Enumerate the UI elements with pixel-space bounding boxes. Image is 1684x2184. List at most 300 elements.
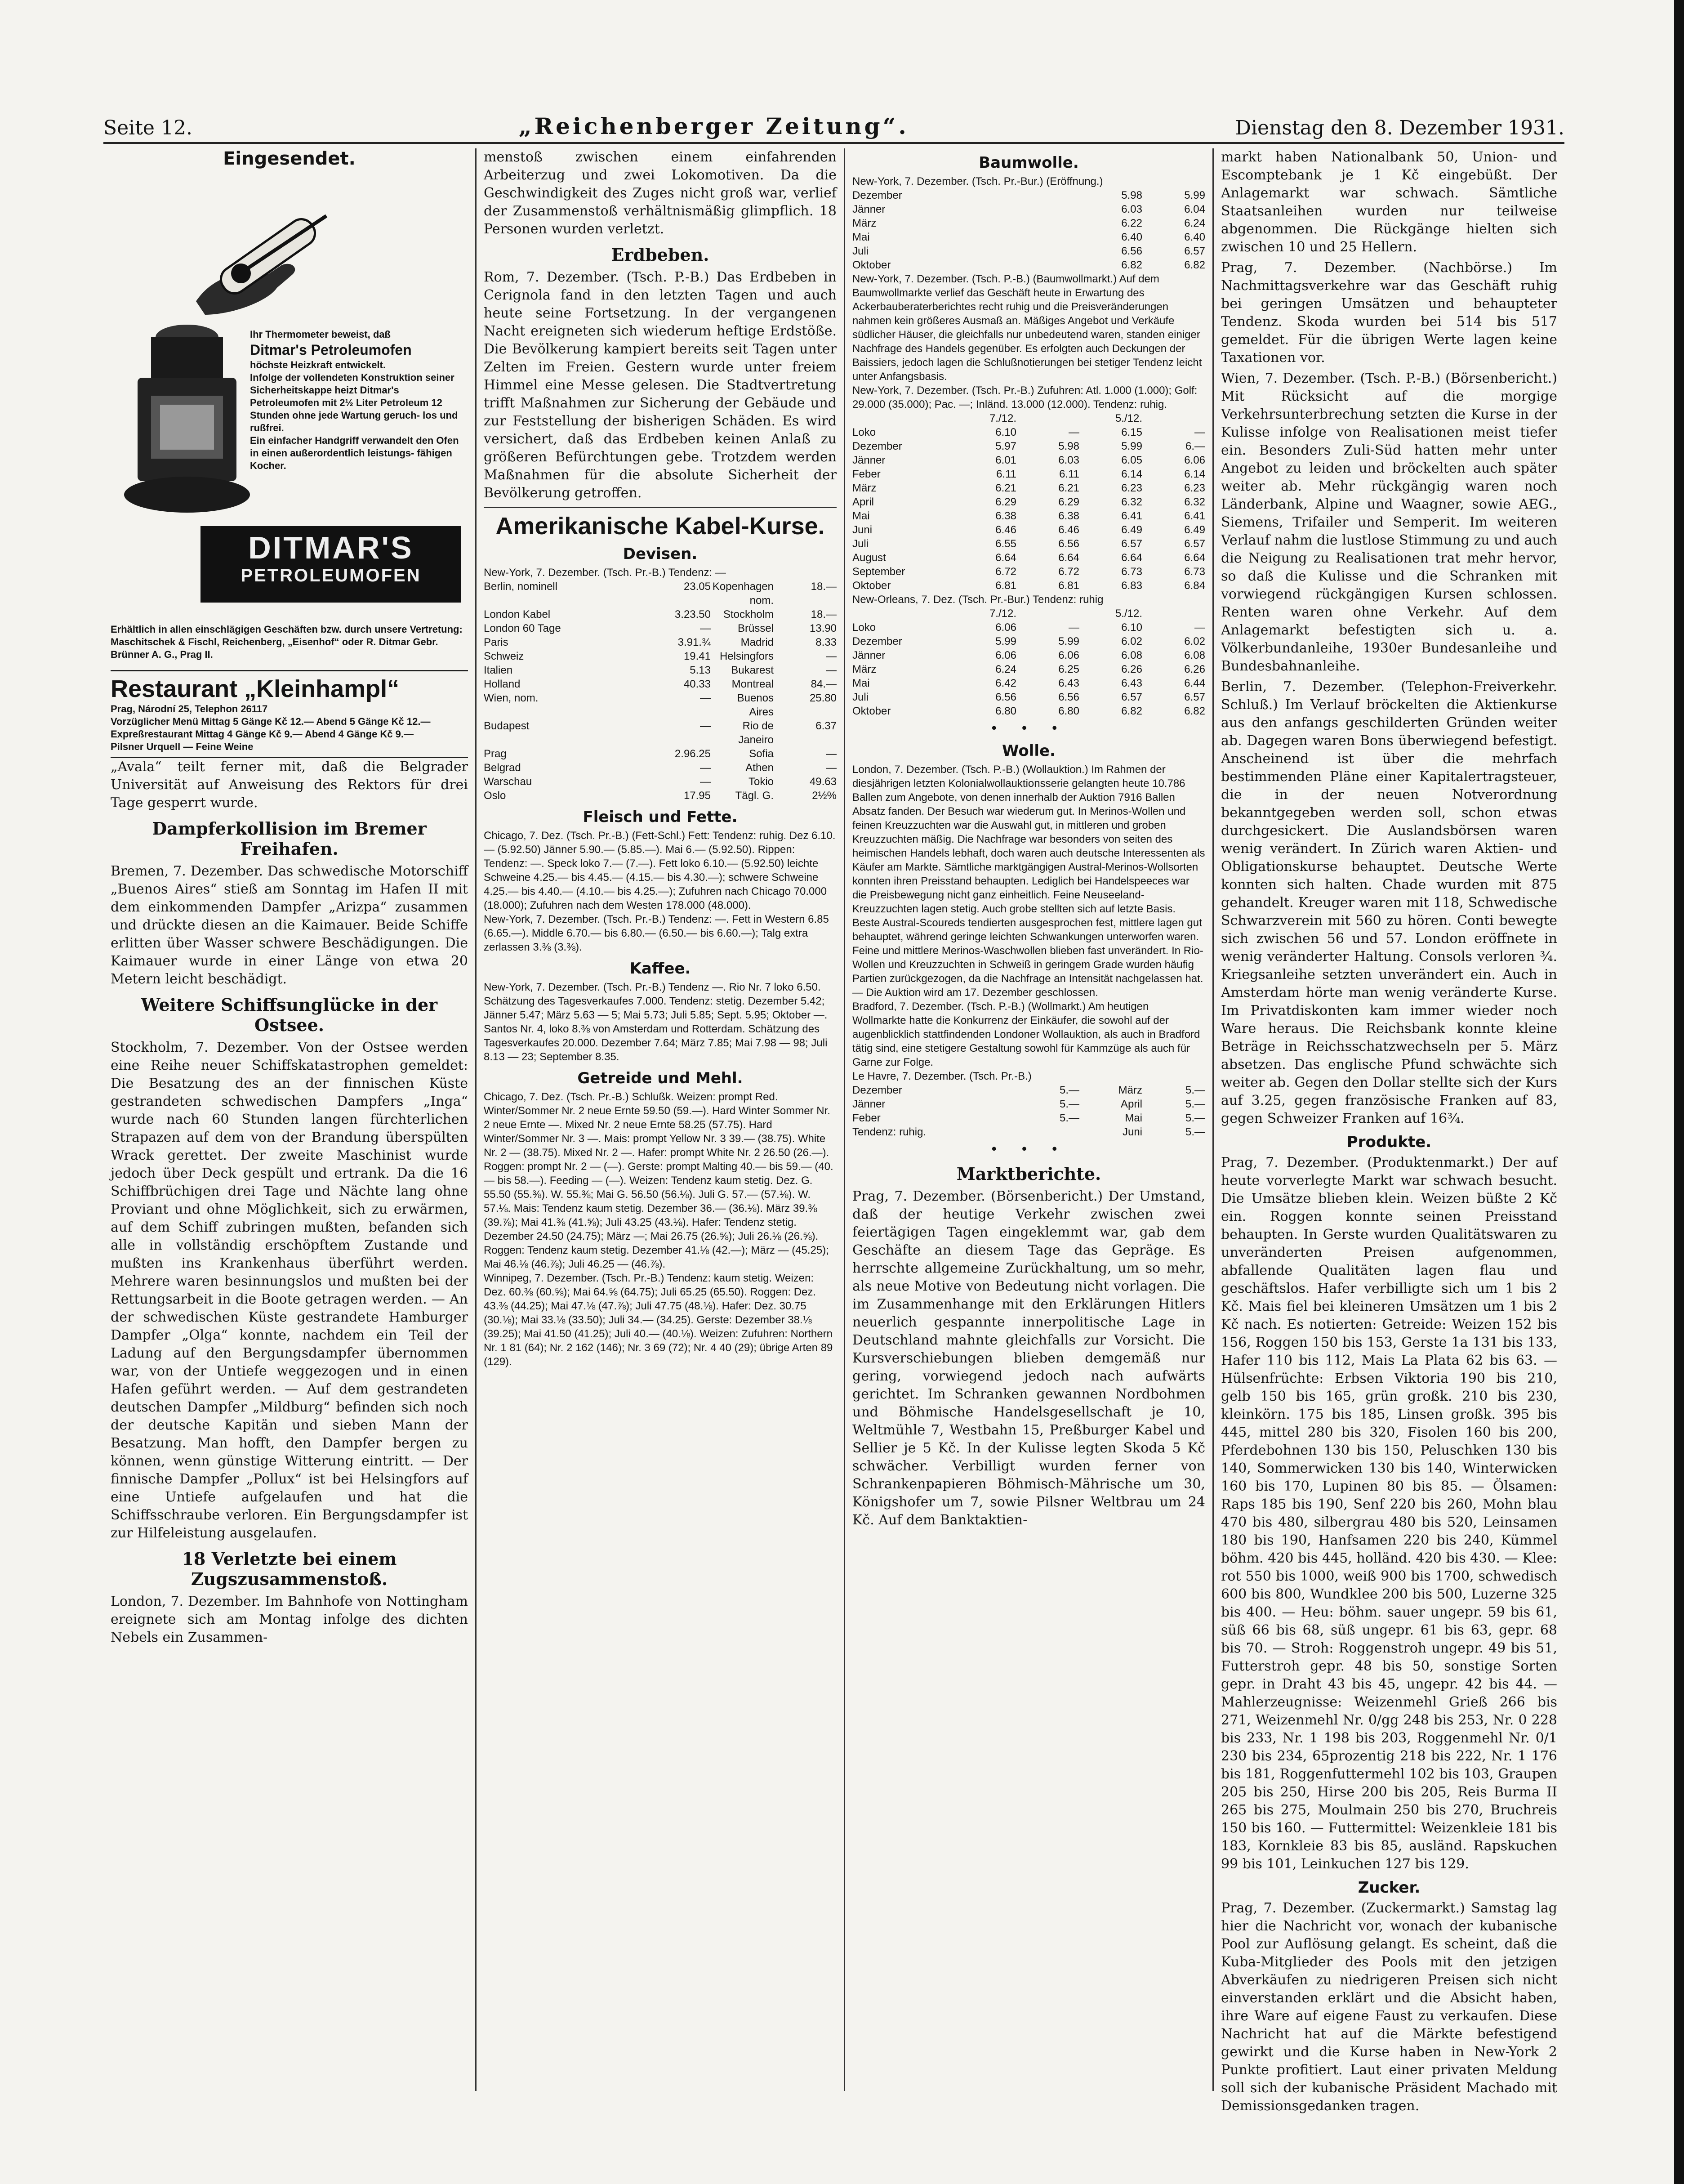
section-heading: Amerikanische Kabel-Kurse. — [495, 513, 825, 540]
devisen-header: New-York, 7. Dezember. (Tsch. Pr.-B.) Tendenz: — — [484, 567, 726, 579]
article-text: Rom, 7. Dezember. (Tsch. P.-B.) Das Erdbeben in Cerignola fand in den letzten Tagen und auch heute seine Fortsetzung. In der vergangenen Nacht ereigneten sich wiederum heftige Erdstöße. Die Bevölkerung kampiert bereits seit Tagen unter Zelten im Freien. Gestern wurde unter freiem Himmel eine Messe gelesen. Die Stadtvertretung trifft Maßnahmen zur Sicherung der Gebäude und zur Feststellung der bisherigen Schäden. Es wird versichert, daß das Erdbeben keinen Anlaß zu größeren Befürchtungen gebe. Trotzdem werden Maßnahmen für die absolute Sicherheit der Bevölkerung getroffen. — [484, 269, 837, 501]
table-row — [852, 551, 1205, 565]
article-text: Wien, 7. Dezember. (Tsch. P.-B.) (Börsenbericht.) Mit Rücksicht auf die morgige Verkehrsunterbrechung setzten die Kurse in der Kulisse infolge von Realisationen meist tiefer ein. Besonders Zuli-Süd hatten mehr unter Angebot zu leiden und bröckelten auch später weiter ab. Mehr rückgängig waren noch Länderbank, Alpine und Waagner, sowie AEG., Siemens, Trifailer und Semperit. Im weiteren Verlauf nahm die lustlose Stimmung zu und auch die Neigung zu Realisationen trat mehr hervor, so daß die Kulisse und die Schranken mit vorwiegend rückgängigen Kursen schlossen. Renten waren ohne Verkehr. Auf dem Anlagemarkt befestigten sich u. a. Völkerbundanleihe, 1930er Bundesanleihe und Bundesbahnanleihe. — [1221, 371, 1557, 674]
table-row — [852, 690, 1205, 704]
table-cell: 6.41 — [1184, 510, 1205, 522]
market-report: New-York, 7. Dezember. (Tsch. Pr.-B.) Tendenz: —. Fett in Western 6.85 (6.65.—). Middle 6.70.— bis 6.80.— (6.50.— bis 6.60.—); Talg extra zerlassen 3.⅜ (3.⅜). — [484, 913, 829, 953]
ad-banner-brand: DITMAR'S — [248, 530, 414, 565]
table-row — [852, 411, 1205, 425]
table-cell: 6.56 — [1058, 691, 1079, 703]
table-row — [852, 565, 1205, 579]
table-cell: London 60 Tage — [484, 622, 561, 634]
table-row — [852, 537, 1205, 551]
table-cell: 6.03 — [1058, 454, 1079, 466]
table-cell: — — [1069, 621, 1079, 634]
market-report: Winnipeg, 7. Dezember. (Tsch. Pr.-B.) Tendenz: kaum stetig. Weizen: Dez. 60.⅜ (60.⅝); Mai 64.⅝ (64.75); Juli 65.25 (65.50). Roggen: Dez. 43.⅜ (44.25); Mai 47.⅛ (47.⅞); Juli 47.75 (48.⅛). Hafer: Dez. 30.75 (30.⅛); Mai 33.⅛ (33.50); Juli 34.— (34.25). Gerste: Dezember 38.⅛ (39.25); Mai 41.50 (41.25); Juli 40.— (40.⅛). Weizen: Zufuhren: Northern Nr. 1 81 (64); Nr. 2 162 (146); Nr. 3 69 (72); Nr. 4 40 (29); übrige Arten 89 (129). — [484, 1272, 833, 1368]
restaurant-advertisement — [111, 670, 468, 758]
restaurant-line: Expreßrestaurant Mittag 4 Gänge Kč 9.— Abend 4 Gänge Kč 9.— — [111, 728, 414, 740]
table-cell: März — [1118, 1084, 1142, 1096]
table-cell: 6.06 — [995, 649, 1016, 661]
table-row — [852, 704, 1205, 718]
article-heading: Marktberichte. — [956, 1164, 1101, 1184]
table-cell: 7./12. — [989, 412, 1016, 424]
article-text: menstoß zwischen einem einfahrenden Arbeiterzug und zwei Lokomotiven. Da die Geschwindigkeit des Zuges nicht groß war, verlief der Zusammenstoß verhältnismäßig glimpflich. 18 Personen wurden verletzt. — [484, 149, 837, 237]
table-cell: 6.72 — [995, 566, 1016, 578]
market-report: Chicago, 7. Dez. (Tsch. Pr.-B.) (Fett-Schl.) Fett: Tendenz: ruhig. Dez 6.10.— (5.92.50) Jänner 5.90.— (5.85.—). Mai 6.— (5.92.50). Rippen: Tendenz: —. Speck loko 7.— (7.—). Fett loko 6.10.— (5.92.50) leichte Schweine 4.25.— bis 4.45.— (4.15.— bis 4.30.—); schwere Schweine 4.25.— bis 4.40.— (4.10.— bis 4.25.—); Zufuhren nach Chicago 70.000 (18.000); Zufuhren nach dem Westen 178.000 (48.000). — [484, 830, 836, 911]
table-cell: 2.96.25 — [674, 748, 711, 760]
table-cell: 18.— — [811, 581, 837, 593]
table-cell: 5.— — [1185, 1098, 1205, 1110]
table-cell: Schweiz — [484, 650, 524, 662]
table-cell: 23.05 — [683, 581, 711, 593]
table-cell: Juli — [852, 538, 869, 550]
table-cell: Juli — [852, 245, 869, 257]
table-row — [484, 649, 837, 663]
stove-illustration — [120, 319, 254, 526]
table-cell: 5.— — [1059, 1084, 1079, 1096]
table-cell: 13.90 — [809, 622, 837, 634]
table-cell: 5.99 — [995, 635, 1016, 648]
table-cell: 6.32 — [1184, 496, 1205, 508]
table-cell: Madrid — [740, 636, 774, 648]
table-cell: August — [852, 552, 886, 564]
table-cell: 6.81 — [1058, 580, 1079, 592]
table-cell: Wien, nom. — [484, 692, 539, 704]
table-cell: September — [852, 566, 905, 578]
cotton-new-orleans-table — [852, 607, 1205, 718]
table-cell: Dezember — [852, 440, 902, 452]
table-cell: 6.24 — [995, 663, 1016, 675]
table-cell: 6.57 — [1184, 691, 1205, 703]
table-cell: Rio de Janeiro — [738, 720, 774, 746]
table-cell: April — [852, 496, 874, 508]
table-cell: London Kabel — [484, 608, 551, 621]
table-cell: Prag — [484, 748, 507, 760]
table-cell: 6.24 — [1184, 217, 1205, 229]
table-cell: 5.97 — [995, 440, 1016, 452]
table-cell: Jänner — [852, 454, 886, 466]
table-cell: 6.06 — [1184, 454, 1205, 466]
table-cell: 6.01 — [995, 454, 1016, 466]
table-cell: 6.21 — [1058, 482, 1079, 494]
table-cell: Oktober — [852, 259, 891, 271]
table-cell: 6.25 — [1058, 663, 1079, 675]
table-cell: Mai — [852, 231, 870, 243]
table-cell: 84.— — [811, 678, 837, 690]
table-cell: Kopenhagen nom. — [712, 581, 774, 607]
table-row — [852, 634, 1205, 648]
masthead-rule — [103, 142, 1564, 144]
restaurant-address: Prag, Národní 25, Telephon 26117 — [111, 703, 268, 715]
market-report-header: New-York, 7. Dezember. (Tsch. Pr.-Bur.) (Eröffnung.) — [852, 175, 1103, 188]
table-row — [852, 523, 1205, 537]
restaurant-name: Restaurant „Kleinhampl“ — [111, 675, 400, 702]
table-cell: Jänner — [852, 203, 886, 215]
table-cell: 6.55 — [995, 538, 1016, 550]
ad-brand: Ditmar's Petroleumofen — [250, 342, 412, 358]
table-cell — [1016, 1125, 1079, 1139]
table-cell — [1016, 411, 1079, 425]
table-cell: Sofia — [749, 748, 774, 760]
table-cell: — — [700, 762, 711, 774]
table-cell: — — [1194, 426, 1205, 438]
table-cell: 6.82 — [1184, 705, 1205, 717]
ad-line: höchste Heizkraft entwickelt. — [250, 359, 386, 371]
table-row — [484, 663, 837, 677]
newspaper-page — [103, 99, 1564, 2114]
table-cell: 6.26 — [1121, 663, 1142, 675]
page-edge — [1674, 0, 1684, 2184]
table-row — [852, 439, 1205, 453]
table-cell: 6.46 — [995, 524, 1016, 536]
table-row — [852, 481, 1205, 495]
table-row — [484, 635, 837, 649]
cotton-close-table — [852, 411, 1205, 593]
market-report-header: New-Orleans, 7. Dez. (Tsch. Pr.-Bur.) Tendenz: ruhig — [852, 594, 1104, 606]
table-cell: 5.98 — [1121, 189, 1142, 201]
table-row — [852, 467, 1205, 481]
newspaper-title: „Reichenberger Zeitung“. — [518, 113, 909, 139]
table-cell: 5.99 — [1184, 189, 1205, 201]
article-text: „Avala“ teilt ferner mit, daß die Belgrader Universität auf Anweisung des Rektors für drei Tage gesperrt wurde. — [111, 759, 468, 811]
table-cell: 6.64 — [1121, 552, 1142, 564]
table-cell: 40.33 — [683, 678, 711, 690]
article-text: Bremen, 7. Dezember. Das schwedische Motorschiff „Buenos Aires“ stieß am Sonntag im Hafen II mit dem einkommenden Dampfer „Arizpa“ zusammen und drückte diesen an die Kaimauer. Beide Schiffe erlitten über Wasser schwere Beschädigungen. Die Kaimauer wurde in einer Länge von etwa 20 Metern leicht beschädigt. — [111, 863, 468, 987]
table-cell: März — [852, 663, 877, 675]
table-cell: 17.95 — [683, 790, 711, 802]
table-cell: 6.11 — [996, 468, 1016, 480]
ad-footer: Erhältlich in allen einschlägigen Geschäften bzw. durch unsere Vertretung: Maschitschek & Fischl, Reichenberg, „Eisenhof“ oder R. Ditmar Gebr. Brünner A. G., Prag II. — [111, 624, 463, 660]
table-cell: 6.29 — [995, 496, 1016, 508]
table-cell: 6.15 — [1121, 426, 1142, 438]
table-row — [852, 216, 1205, 230]
table-cell — [852, 411, 953, 425]
table-cell: Juli — [852, 691, 869, 703]
table-cell: 3.23.50 — [674, 608, 711, 621]
article-text: Berlin, 7. Dezember. (Telephon-Freiverkehr. Schluß.) Im Verlauf bröckelten die Aktienkurse aus den anfangs geschilderten Gründen weiter ab. Dagegen waren Bons überwiegend befestigt. Anscheinend ist über die mehrfach bestimmenden Pläne einer Kapitalertragsteuer, die in der neuen Notverordnung bekanntgegeben werden soll, schon etwas durchgesickert. Die Auslandsbörsen waren wenig verändert. In Zürich waren Aktien- und Obligationskurse behauptet. Deutsche Werte konnten sich halten. Chade wurden mit 875 gehandelt. Kreuger waren mit 118, Schwedische Schwarzverein mit 560 zu hören. Conti bewegte sich zwischen 56 und 57. London eröffnete in wenig veränderter Haltung. Consols verloren ¾. Kriegsanleihe setzten unverändert ein. Auch in Amsterdam hörte man wenig veränderte Kurse. Im Privatdiskonten kam immer wieder noch Ware heraus. Die Reichsbank konnte kleine Beträge in Reichsschatzwechseln per 5. März absetzen. Das englische Pfund schwächte sich weiter ab. Gegen den Dollar stellte sich der Kurs auf 3.25, gegen französische Franken auf 83, gegen Schweizer Franken auf 16¾. — [1221, 679, 1557, 1126]
table-cell: Tokio — [748, 776, 774, 788]
market-report: Bradford, 7. Dezember. (Tsch. P.-B.) (Wollmarkt.) Am heutigen Wollmarkte hatte die Konkurrenz der Einkäufer, die sowohl auf der augenblicklich stattfindenden Londoner Wollauktion, als auch in Bradford tätig sind, eine stetigere Gestaltung sowohl für Kammzüge als auch für Garne zur Folge. — [852, 1000, 1200, 1068]
table-cell — [1016, 607, 1079, 621]
subsection-heading: Fleisch und Fette. — [583, 808, 738, 826]
table-row — [852, 495, 1205, 509]
table-row — [852, 579, 1205, 593]
market-report-header: Le Havre, 7. Dezember. (Tsch. Pr.-B.) — [852, 1070, 1032, 1082]
table-cell: Feber — [852, 1112, 881, 1124]
restaurant-line: Vorzüglicher Menü Mittag 5 Gänge Kč 12.— Abend 5 Gänge Kč 12.— — [111, 716, 431, 727]
havre-table — [852, 1083, 1205, 1139]
cotton-opening-table — [852, 188, 1205, 272]
table-cell: 6.22 — [1121, 217, 1142, 229]
table-row — [852, 648, 1205, 662]
table-cell: 6.64 — [1184, 552, 1205, 564]
table-cell: 6.64 — [1058, 552, 1079, 564]
table-cell: Juni — [1122, 1126, 1142, 1138]
table-cell: Loko — [852, 621, 876, 634]
table-cell: Stockholm — [723, 608, 774, 621]
table-cell: 6.02 — [1184, 635, 1205, 648]
table-cell: 6.73 — [1184, 566, 1205, 578]
table-cell: 6.04 — [1184, 203, 1205, 215]
table-cell: 6.11 — [1059, 468, 1079, 480]
issue-date: Dienstag den 8. Dezember 1931. — [1235, 116, 1564, 139]
table-cell: 6.81 — [995, 580, 1016, 592]
table-cell: 6.57 — [1184, 538, 1205, 550]
table-cell: 6.41 — [1121, 510, 1142, 522]
table-cell: 6.38 — [1058, 510, 1079, 522]
table-row — [852, 607, 1205, 621]
table-cell: Holland — [484, 678, 521, 690]
table-cell: Jänner — [852, 1098, 886, 1110]
table-cell: 6.80 — [995, 705, 1016, 717]
table-cell — [1142, 607, 1205, 621]
table-cell: 6.49 — [1184, 524, 1205, 536]
table-cell: 6.26 — [1184, 663, 1205, 675]
table-cell: 2½% — [812, 790, 837, 802]
table-cell: Warschau — [484, 776, 532, 788]
ad-thermo-text: Ihr Thermometer beweist, daß — [250, 329, 391, 340]
subsection-heading: Getreide und Mehl. — [577, 1069, 743, 1087]
article-text: Prag, 7. Dezember. (Börsenbericht.) Der Umstand, daß der heutige Verkehr zwischen zwei feiertägigen Tagen eingeklemmt war, gab dem Geschäfte an diesem Tage das Gepräge. Es herrschte allgemeine Zurückhaltung, um so mehr, als neue Motive von Bedeutung nicht vorlagen. Die im Zusammenhange mit den Erklärungen Hitlers neuerlich gespannte innerpolitische Lage in Deutschland mahnte gleichfalls zur Vorsicht. Die Kursverschiebungen blieben demgemäß nur gering, vorwiegend jedoch nach aufwärts gerichtet. Im Schranken gewannen Nordbohmen und Böhmische Handelsgesellschaft je 10, Weltmühle 7, Westbahn 15, Preßburger Kabel und Sellier je 5 Kč. In der Kulisse legten Skoda 5 Kč schwächer. Verbilligt wurden ferner von Schrankenpapieren Böhmisch-Mährische um 30, Königshofer um 7, sowie Pilsner Weltbrau um 24 Kč. Auf dem Banktaktien- — [852, 1188, 1205, 1528]
article-heading: Dampferkollision im Bremer Freihafen. — [152, 818, 427, 859]
table-row — [484, 580, 837, 607]
table-cell: — — [826, 762, 837, 774]
table-cell: 6.08 — [1184, 649, 1205, 661]
table-cell: 5.— — [1059, 1112, 1079, 1124]
table-cell: 6.02 — [1121, 635, 1142, 648]
table-cell: — — [700, 692, 711, 704]
table-cell: — — [1069, 426, 1079, 438]
thermometer-hand-illustration — [178, 184, 394, 319]
article-heading: 18 Verletzte bei einem Zugszusammenstoß. — [182, 1549, 397, 1589]
column-2 — [477, 148, 845, 2091]
article-text: markt haben Nationalbank 50, Union- und Escomptebank je 1 Kč eingebüßt. Der Anlagemarkt war schwach. Sämtliche Staatsanleihen wurden nur teilweise abgenommen. Die Rückgänge hielten sich zwischen 10 und 25 Hellern. — [1221, 149, 1557, 255]
table-cell: 18.— — [811, 608, 837, 621]
table-cell: 6.56 — [1058, 538, 1079, 550]
table-cell: Tendenz: ruhig. — [852, 1126, 927, 1138]
table-cell: 6.32 — [1121, 496, 1142, 508]
table-cell: 6.82 — [1184, 259, 1205, 271]
table-cell: 6.43 — [1121, 677, 1142, 689]
table-cell: 6.14 — [1184, 468, 1205, 480]
table-cell: 6.38 — [995, 510, 1016, 522]
section-rule — [484, 507, 837, 508]
subsection-heading: Devisen. — [623, 545, 698, 563]
ditmar-advertisement — [111, 148, 468, 660]
table-cell: Loko — [852, 426, 876, 438]
article-text: London, 7. Dezember. Im Bahnhofe von Nottingham ereignete sich am Montag infolge des dichten Nebels ein Zusammen- — [111, 1594, 468, 1645]
table-row — [852, 258, 1205, 272]
section-separator: • • • — [990, 1142, 1068, 1157]
table-cell: 49.63 — [809, 776, 837, 788]
table-cell: — — [700, 720, 711, 732]
table-cell: 5.99 — [1121, 440, 1142, 452]
market-report: Chicago, 7. Dez. (Tsch. Pr.-B.) Schlußk. Weizen: prompt Red. Winter/Sommer Nr. 2 neue Ernte 59.50 (59.—). Hard Winter Sommer Nr. 2 neue Ernte —. Mixed Nr. 2 neue Ernte 58.25 (57.75). Hard Winter/Sommer Nr. 3 —. Mais: prompt Yellow Nr. 3 39.— (38.75). White Nr. 2 — (38.75). Mixed Nr. 2 —. Hafer: prompt White Nr. 2 26.50 (26.—). Roggen: prompt Nr. 2 — (—). Gerste: prompt Malting 40.— bis 59.— (40.— bis 58.—). Feeding — (—). Weizen: Tendenz kaum stetig. Dez. G. 55.50 (55.⅜). W. 55.⅜; Mai G. 56.50 (56.⅛). Juli G. 57.— (57.⅛). W. 57.⅛. Mais: Tendenz kaum stetig. Dezember 36.— (36.⅛). März 39.⅜ (39.⅞); Mai 41.⅜ (41.⅝); Juli 43.25 (43.⅛). Hafer: Tendenz stetig. Dezember 24.50 (24.75); März —; Mai 26.75 (26.⅝); Juli 26.⅛ (26.⅝). Roggen: Tendenz kaum stetig. Dezember 41.⅛ (42.—); März — (45.25); Mai 46.⅛ (46.⅞); Juli 46.25 — (46.⅞). — [484, 1091, 833, 1270]
table-cell: Athen — [745, 762, 774, 774]
table-cell: Brüssel — [737, 622, 774, 634]
article-heading: Weitere Schiffsunglücke in der Ostsee. — [141, 995, 438, 1035]
table-row — [852, 425, 1205, 439]
table-cell: Oktober — [852, 580, 891, 592]
table-cell: März — [852, 217, 877, 229]
table-cell: — — [1194, 621, 1205, 634]
market-report: London, 7. Dezember. (Tsch. P.-B.) (Wollauktion.) Im Rahmen der diesjährigen letzten Kolonialwollauktionsserie gelangten heute 10.786 Ballen zum Angebote, von denen innerhalb der Auktion 7916 Ballen Absatz fanden. Der Besuch war wiederum gut. In Merinos-Wollen und feinen Kreuzzuchten war die Auswahl gut, in mittleren und groben Kreuzzuchten mäßig. Die Nachfrage war besonders von seiten des heimischen Handels lebhaft, doch waren auch deutsche Interessenten als Käufer am Markte. Sämtliche marktgängigen Austral-Merinos-Wollsorten konnten ihren Preisstand behaupten. Lediglich bei Handelspeeces war die Preisbewegung nicht ganz einheitlich. Feine Neuseeland-Kreuzzuchten lagen stetig. Auch grobe stellten sich auf letzte Basis. Beste Austral-Scoureds tendierten ausgesprochen fest, mittlere lagen gut behauptet, während geringe leichten Schwankungen unterworfen waren. Feine und mittlere Merinos-Waschwollen blieben fast unverändert. In Rio-Wollen und Kreuzzuchten in Schweiß in geringem Grade wurden häufig Partien zurückgezogen, da die Nachfrage an Intensität nachgelassen hat. — Die Auktion wird am 17. Dezember geschlossen. — [852, 764, 1205, 999]
table-cell: Feber — [852, 468, 881, 480]
ad-banner — [200, 526, 461, 603]
table-cell: 6.23 — [1184, 482, 1205, 494]
masthead — [103, 99, 1564, 139]
table-row — [484, 761, 837, 775]
table-cell: Montreal — [731, 678, 774, 690]
table-cell: Jänner — [852, 649, 886, 661]
table-cell: 6.40 — [1121, 231, 1142, 243]
columns — [103, 148, 1564, 2114]
table-row — [852, 202, 1205, 216]
table-cell: 6.73 — [1121, 566, 1142, 578]
market-report: New-York, 7. Dezember. (Tsch. Pr.-B.) Tendenz —. Rio Nr. 7 loko 6.50. Schätzung des Tagesverkaufes 7.000. Tendenz: stetig. Dezember 5.42; Jänner 5.47; März 5.63 — 5; Mai 5.73; Juli 5.85; Sept. 5.95; Oktober —. Santos Nr. 4, loko 8.⅜ von Amsterdam und Rotterdam. Schätzung des Tagesverkaufes 20.000. Dezember 7.64; März 7.85; Mai 7.98 — 98; Juli 8.13 — 23; September 8.35. — [484, 981, 828, 1063]
table-cell: Oktober — [852, 705, 891, 717]
table-cell: Buenos Aires — [737, 692, 774, 718]
table-cell: 5.98 — [1058, 440, 1079, 452]
table-cell: Juni — [852, 524, 873, 536]
subsection-heading: Zucker. — [1358, 1879, 1421, 1897]
devisen-table — [484, 580, 837, 803]
table-cell: 6.06 — [995, 621, 1016, 634]
table-cell — [1142, 411, 1205, 425]
table-row — [484, 691, 837, 719]
table-cell: 6.06 — [1058, 649, 1079, 661]
table-cell: 5.— — [1185, 1112, 1205, 1124]
table-cell: 6.05 — [1121, 454, 1142, 466]
table-cell: Paris — [484, 636, 508, 648]
table-cell: 6.82 — [1121, 705, 1142, 717]
table-cell: — — [700, 776, 711, 788]
column-3 — [845, 148, 1214, 2091]
table-cell: 6.03 — [1121, 203, 1142, 215]
table-cell: 6.72 — [1058, 566, 1079, 578]
table-cell — [852, 607, 953, 621]
table-cell: 6.57 — [1121, 538, 1142, 550]
table-row — [852, 1097, 1205, 1111]
ad-heading: Eingesendet. — [223, 148, 356, 169]
table-row — [484, 747, 837, 761]
table-cell: 6.23 — [1121, 482, 1142, 494]
table-cell: 6.57 — [1184, 245, 1205, 257]
table-cell: April — [1120, 1098, 1142, 1110]
article-text: Stockholm, 7. Dezember. Von der Ostsee werden eine Reihe neuer Schiffskatastrophen gemeldet: Die Besatzung des an der finnischen Küste gestrandeten schwedischen Dampfers „Inga“ wurde nach 60 Stunden langen fürchterlichen Strapazen auf dem von der Brandung überspülten Wrack gerettet. Der zweite Maschinist wurde jedoch über Deck gespült und ertrank. Da die 16 Schiffbrüchigen drei Tage und Nächte lang ohne Proviant und ohne Möglichkeit, sich zu erwärmen, auf dem Schiff zubringen mußten, befanden sich alle in vollständig erschöpftem Zustande und mußten ins Krankenhaus überführt werden. Mehrere waren besinnungslos und mußten bei der Rettungsarbeit in die Boote getragen werden. — An der schwedischen Küste gestrandete Hamburger Dampfer „Olga“ konnte, nachdem ein Teil der Ladung auf den Bergungsdampfer übernommen war, von der Untiefe weggezogen und in einen Hafen geführt werden. — Auf dem gestrandeten deutschen Dampfer „Mildburg“ befinden sich noch der deutsche Kapitän und sieben Mann der Besatzung. Man hofft, den Dampfer bergen zu können, wenn günstige Witterung eintritt. — Der finnische Dampfer „Pollux“ ist bei Helsingfors auf eine Untiefe aufgelaufen und hat die Schiffsschraube verloren. Ein Bergungsdampfer ist zur Hilfeleistung ausgelaufen. — [111, 1040, 468, 1541]
table-cell: Mai — [852, 677, 870, 689]
table-row — [852, 621, 1205, 634]
table-cell: 6.42 — [995, 677, 1016, 689]
table-cell: 5.— — [1185, 1084, 1205, 1096]
table-cell: 6.83 — [1121, 580, 1142, 592]
table-cell: März — [852, 482, 877, 494]
table-cell: 6.10 — [995, 426, 1016, 438]
ad-banner-product: PETROLEUMOFEN — [241, 566, 421, 585]
article-heading: Erdbeben. — [611, 245, 709, 265]
table-cell: 5./12. — [1115, 412, 1142, 424]
table-cell: — — [826, 650, 837, 662]
table-row — [484, 719, 837, 747]
table-cell: 6.37 — [815, 720, 837, 732]
table-cell: — — [700, 622, 711, 634]
table-cell: Dezember — [852, 1084, 902, 1096]
table-cell: 6.46 — [1058, 524, 1079, 536]
column-1 — [103, 148, 477, 2091]
table-cell: Bukarest — [731, 664, 774, 676]
column-4 — [1214, 148, 1564, 2114]
table-row — [852, 1111, 1205, 1125]
table-cell: Berlin, nominell — [484, 581, 558, 593]
restaurant-line: Pilsner Urquell — Feine Weine — [111, 741, 254, 752]
table-cell: Tägl. G. — [735, 790, 774, 802]
subsection-heading: Wolle. — [1002, 742, 1056, 760]
table-cell: 5./12. — [1115, 607, 1142, 620]
table-cell: 6.44 — [1184, 677, 1205, 689]
table-row — [852, 1125, 1205, 1139]
table-cell: 6.29 — [1058, 496, 1079, 508]
table-row — [852, 244, 1205, 258]
table-row — [852, 676, 1205, 690]
table-row — [484, 775, 837, 789]
table-cell: 25.80 — [809, 692, 837, 704]
table-cell: Helsingfors — [719, 650, 774, 662]
table-cell: 5.— — [1185, 1126, 1205, 1138]
table-cell: 6.— — [1185, 440, 1205, 452]
table-cell: 6.80 — [1058, 705, 1079, 717]
article-text: Prag, 7. Dezember. (Zuckermarkt.) Samstag lag hier die Nachricht vor, wonach der kubanische Pool zur Auflösung gelangt. Es scheint, daß die Kuba-Mitglieder des Pools mit den jetzigen Abverkäufen zu niedrigeren Preisen sich nicht einverstanden erklärt und die Absicht haben, ihre Ware auf eigene Faust zu verkaufen. Diese Nachricht hat auf die Märkte befestigend gewirkt und die Kurse haben in New-York 2 Punkte profitiert. Laut einer privaten Meldung soll sich der kubanische Präsident Machado mit Demissionsgedanken tragen. — [1221, 1900, 1557, 2114]
article-text: Prag, 7. Dezember. (Produktenmarkt.) Der auf heute vorverlegte Markt war schwach besucht. Die Umsätze blieben klein. Weizen büßte 2 Kč ein. Roggen konnte seinen Preisstand behaupten. In Gerste wurden Qualitätswaren zu unveränderten Preisen aufgenommen, abfallende Qualitäten lagen flau und geschäftslos. Hafer verbilligte sich um 1 bis 2 Kč. Mais fiel bei kleineren Umsätzen um 1 bis 2 Kč nach. Es notierten: Getreide: Weizen 152 bis 156, Roggen 150 bis 153, Gerste 1a 131 bis 133, Hafer 110 bis 112, Mais La Plata 62 bis 63. — Hülsenfrüchte: Erbsen Viktoria 190 bis 210, gelb 150 bis 165, grün großk. 210 bis 230, kleinkörn. 175 bis 185, Linsen großk. 395 bis 445, mittel 280 bis 320, Fisolen 160 bis 200, Pferdebohnen 130 bis 150, Peluschken 130 bis 140, Sommerwicken 130 bis 140, Winterwicken 160 bis 170, Lupinen 80 bis 85. — Ölsamen: Raps 185 bis 190, Senf 220 bis 260, Mohn blau 470 bis 480, silbergrau 480 bis 520, Leinsamen 180 bis 190, Hanfsamen 220 bis 240, Kümmel böhm. 420 bis 445, holländ. 420 bis 430. — Klee: rot 550 bis 1000, weiß 900 bis 1700, schwedisch 600 bis 800, Wundklee 200 bis 500, Luzerne 325 bis 400. — Heu: böhm. sauer ungepr. 59 bis 61, süß 66 bis 68, süß ungepr. 61 bis 63, gepr. 68 bis 70. — Stroh: Roggenstroh ungepr. 49 bis 51, Futterstroh gepr. 48 bis 50, sonstige Sorten gepr. in Draht 43 bis 45, ungepr. 42 bis 44. — Mahlerzeugnisse: Weizenmehl Grieß 266 bis 271, Weizenmehl Nr. 0/gg 248 bis 253, Nr. 0 228 bis 233, Nr. 1 198 bis 203, Roggenmehl Nr. 0/1 230 bis 234, 65prozentig 218 bis 222, Nr. 1 176 bis 181, Roggenfuttermehl 102 bis 103, Graupen 205 bis 250, Hirse 200 bis 205, Reis Burma II 265 bis 275, Moulmain 250 bis 270, Bruchreis 150 bis 160. — Futtermittel: Weizenkleie 181 bis 183, Kornkleie 83 bis 85, ausländ. Rapskuchen 99 bis 101, Leinkuchen 127 bis 129. — [1221, 1155, 1557, 1872]
table-cell: 6.21 — [995, 482, 1016, 494]
table-cell: Italien — [484, 664, 513, 676]
table-cell: 6.82 — [1121, 259, 1142, 271]
table-cell: 7./12. — [989, 607, 1016, 620]
table-row — [484, 607, 837, 621]
table-cell: Dezember — [852, 189, 902, 201]
table-cell: Dezember — [852, 635, 902, 648]
table-row — [852, 188, 1205, 202]
ad-copy — [250, 328, 466, 472]
table-cell: 6.49 — [1121, 524, 1142, 536]
table-cell: 5.— — [1059, 1098, 1079, 1110]
table-cell: Belgrad — [484, 762, 521, 774]
subsection-heading: Baumwolle. — [979, 154, 1079, 172]
table-cell: 5.13 — [690, 664, 711, 676]
table-row — [852, 509, 1205, 523]
table-cell: 6.56 — [1121, 245, 1142, 257]
table-cell: Mai — [852, 510, 870, 522]
ad-line: Ein einfacher Handgriff verwandelt den Ofen in einen außerordentlich leistungs- fähigen Kocher. — [250, 435, 459, 471]
table-cell: 8.33 — [815, 636, 837, 648]
table-cell: 6.08 — [1121, 649, 1142, 661]
table-cell: 6.40 — [1184, 231, 1205, 243]
table-cell: 6.10 — [1121, 621, 1142, 634]
ad-line: Infolge der vollendeten Konstruktion seiner Sicherheitskappe heizt Ditmar's Petroleumofen mit 2½ Liter Petroleum 12 Stunden ohne jede Wartung geruch- los und rußfrei. — [250, 372, 458, 433]
table-cell: 6.84 — [1184, 580, 1205, 592]
table-cell: 6.64 — [995, 552, 1016, 564]
table-cell: — — [826, 664, 837, 676]
table-row — [484, 677, 837, 691]
table-row — [484, 621, 837, 635]
article-text: Prag, 7. Dezember. (Nachbörse.) Im Nachmittagsverkehre war das Geschäft ruhig bei geringen Umsätzen und behaupteter Tendenz. Skoda wurden bei 514 bis 517 gemeldet. Für die übrigen Werte lagen keine Taxationen vor. — [1221, 260, 1557, 366]
table-cell: 6.56 — [995, 691, 1016, 703]
section-separator: • • • — [990, 721, 1068, 737]
table-cell: Mai — [1125, 1112, 1142, 1124]
table-row — [484, 789, 837, 803]
table-cell: Oslo — [484, 790, 506, 802]
table-cell: 6.14 — [1121, 468, 1142, 480]
table-row — [852, 230, 1205, 244]
